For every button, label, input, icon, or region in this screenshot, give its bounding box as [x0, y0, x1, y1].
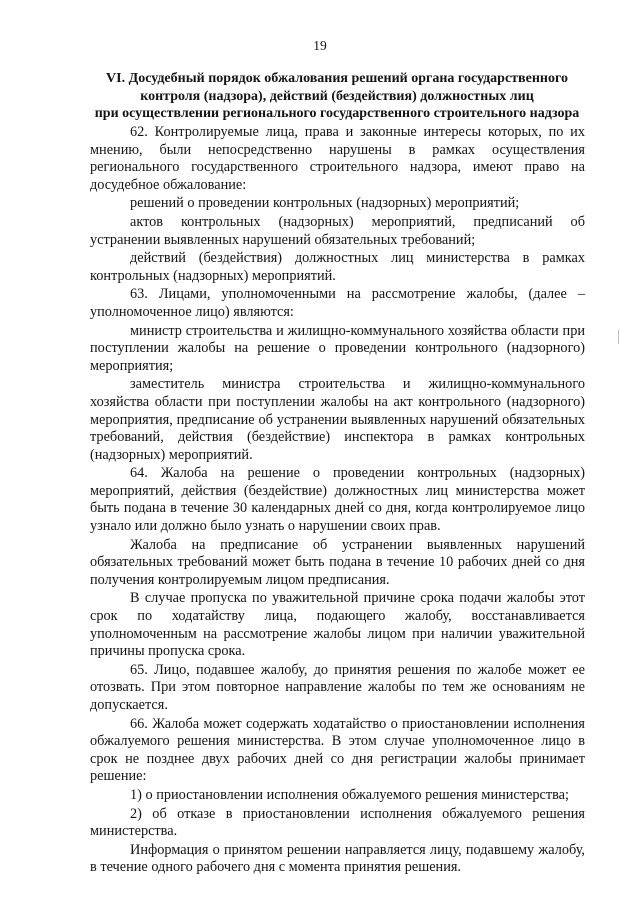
document-body: [90, 124, 585, 878]
heading-line-2: контроля (надзора), действий (бездействия) должностных лиц: [140, 88, 534, 104]
paragraph-63: 63. Лицами, уполномоченными на рассмотрение жалобы, (далее – уполномоченное лицо) являются:: [90, 286, 585, 320]
heading-line-1: VI. Досудебный порядок обжалования решений органа государственного: [106, 71, 568, 86]
list-item-refusal: 2) об отказе в приостановлении исполнения обжалуемого решения министерства.: [90, 805, 585, 840]
paragraph-64: 64. Жалоба на решение о проведении контрольных (надзорных) мероприятий, действия (бездействие) должностных лиц министерства может быть подана в течение 30 календарных дней со дня, когда контролируемое лицо узнало или должно было узнать о нарушении своих прав.: [90, 465, 585, 535]
section-heading: [86, 70, 588, 123]
list-item-deputy-minister: заместитель министра строительства и жилищно-коммунального хозяйства области при поступлении жалобы на акт контрольного (надзорного) мероприятия, предписание об устранении выявленных нарушений обязательных требований, действия (бездействие) инспектора в рамках контрольных (надзорных) мероприятий.: [90, 376, 585, 463]
paragraph-64-prescription: Жалоба на предписание об устранении выявленных нарушений обязательных требований может быть подана в течение 10 рабочих дней со дня получения контролируемым лицом предписания.: [90, 536, 585, 588]
list-item-suspension: 1) о приостановлении исполнения обжалуемого решения министерства;: [130, 786, 569, 803]
scan-edge-mark: [618, 330, 619, 344]
paragraph-information: Информация о принятом решении направляется лицу, подавшему жалобу, в течение одного рабочего дня с момента принятия решения.: [90, 841, 585, 876]
list-item-minister: министр строительства и жилищно-коммунального хозяйства области при поступлении жалобы на решение о проведении контрольного (надзорного) мероприятия;: [90, 322, 585, 374]
paragraph-64-missed-deadline: В случае пропуска по уважительной причине срока подачи жалобы этот срок по ходатайству лица, подающего жалобу, восстанавливается уполномоченным на рассмотрение жалобы лицом при наличии уважительной причины пропуска срока.: [90, 590, 585, 660]
list-item-decisions: решений о проведении контрольных (надзорных) мероприятий;: [130, 195, 520, 212]
list-item-actions: действий (бездействия) должностных лиц министерства в рамках контрольных (надзорных) мероприятий.: [90, 250, 585, 284]
paragraph-65: 65. Лицо, подавшее жалобу, до принятия решения по жалобе может ее отозвать. При этом повторное направление жалобы по тем же основаниям не допускается.: [90, 661, 585, 713]
paragraph-66: 66. Жалоба может содержать ходатайство о приостановлении исполнения обжалуемого решения министерства. В этом случае уполномоченное лицо в срок не позднее двух рабочих дней со дня регистрации жалобы принимает решение:: [90, 715, 585, 785]
paragraph-62: 62. Контролируемые лица, права и законные интересы которых, по их мнению, были непосредственно нарушены в рамках осуществления регионального государственного строительного надзора, имеют право на досудебное обжалование:: [90, 124, 585, 193]
page-number: 19: [313, 38, 327, 53]
heading-line-3: при осуществлении регионального государственного строительного надзора: [94, 106, 580, 121]
list-item-acts: актов контрольных (надзорных) мероприятий, предписаний об устранении выявленных нарушений обязательных требований;: [90, 213, 585, 248]
